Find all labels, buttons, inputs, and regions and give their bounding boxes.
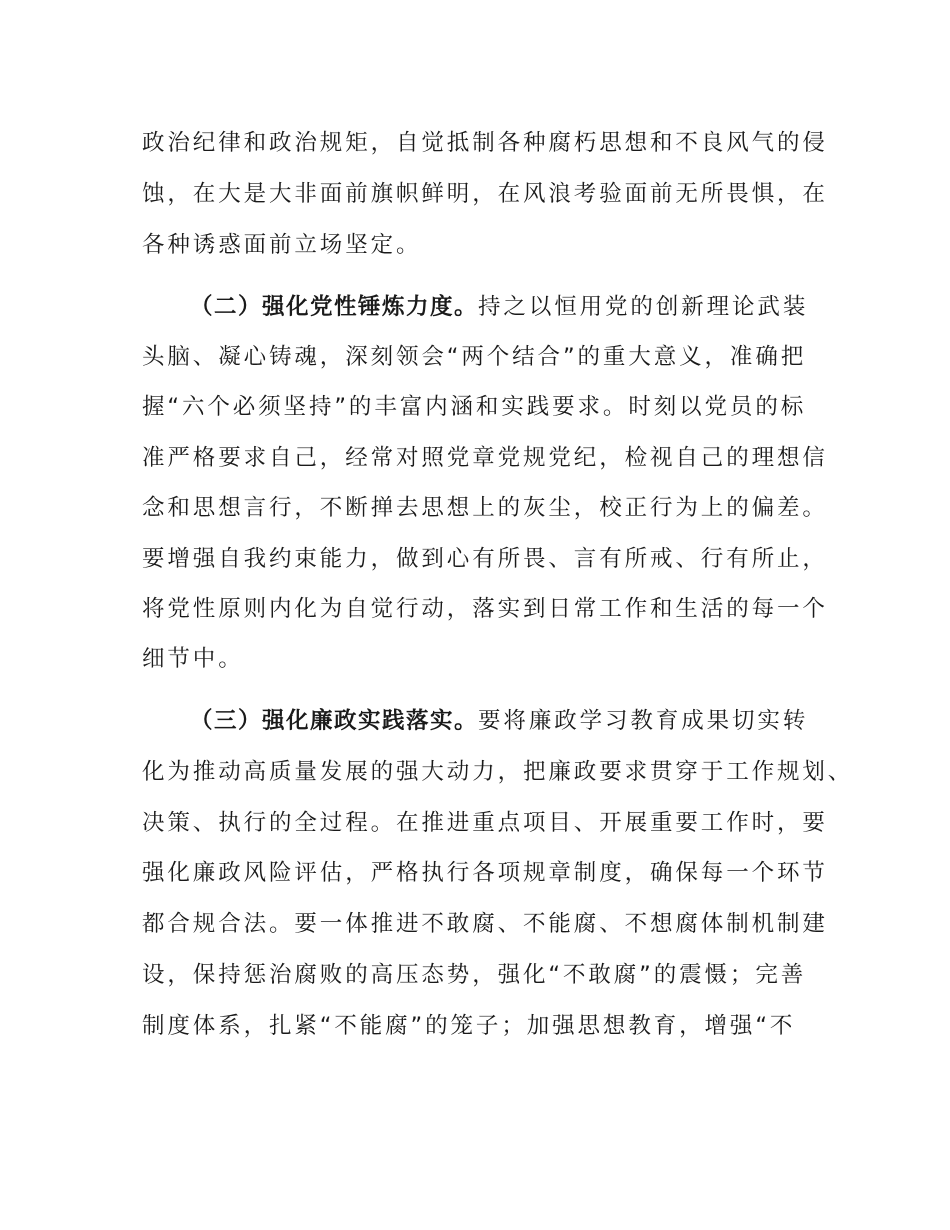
paragraph-line: 政治纪律和政治规矩，自觉抵制各种腐朽思想和不良风气的侵 xyxy=(142,130,828,156)
paragraph-first-line xyxy=(190,292,808,322)
paragraph-line: 设，保持惩治腐败的高压态势，强化“不敢腐”的震慑；完善 xyxy=(142,962,807,988)
paragraph-line: 将党性原则内化为自觉行动，落实到日常工作和生活的每一个 xyxy=(142,596,828,622)
paragraph-line: 决策、执行的全过程。在推进重点项目、开展重要工作时，要 xyxy=(142,810,828,836)
paragraph-line: 化为推动高质量发展的强大动力，把廉政要求贯穿于工作规划、 xyxy=(142,759,854,785)
paragraph-line: 握“六个必须坚持”的丰富内涵和实践要求。时刻以党员的标 xyxy=(142,394,807,420)
first-line-text: 持之以恒用党的创新理论武装 xyxy=(478,294,809,320)
paragraph-line: 念和思想言行，不断掸去思想上的灰尘，校正行为上的偏差。 xyxy=(142,495,828,521)
section-heading: （三）强化廉政实践落实。 xyxy=(190,708,479,734)
paragraph-line: 强化廉政风险评估，严格执行各项规章制度，确保每一个环节 xyxy=(142,860,828,886)
paragraph-first-line xyxy=(190,706,808,736)
paragraph-line: 准严格要求自己，经常对照党章党规党纪，检视自己的理想信 xyxy=(142,445,828,471)
paragraph-line: 各种诱惑面前立场坚定。 xyxy=(142,232,422,258)
paragraph-line: 头脑、凝心铸魂，深刻领会“两个结合”的重大意义，准确把 xyxy=(142,344,807,370)
paragraph-line: 要增强自我约束能力，做到心有所畏、言有所戒、行有所止， xyxy=(142,546,828,572)
section-heading: （二）强化党性锤炼力度。 xyxy=(190,294,479,320)
paragraph-line: 蚀，在大是大非面前旗帜鲜明，在风浪考验面前无所畏惧，在 xyxy=(142,181,828,207)
paragraph-line: 制度体系，扎紧“不能腐”的笼子；加强思想教育，增强“不 xyxy=(142,1013,796,1039)
paragraph-line: 细节中。 xyxy=(142,646,244,672)
first-line-text: 要将廉政学习教育成果切实转 xyxy=(478,708,809,734)
paragraph-line: 都合规合法。要一体推进不敢腐、不能腐、不想腐体制机制建 xyxy=(142,911,828,937)
